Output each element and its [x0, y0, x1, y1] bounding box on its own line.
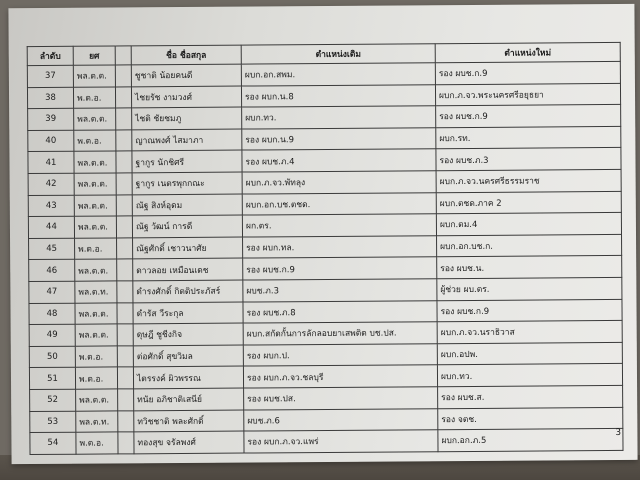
row-blank: [116, 194, 132, 216]
row-new-position: รอง ผบช.น.: [437, 256, 622, 279]
row-rank: พล.ต.ต.: [74, 151, 116, 173]
table-row: [30, 429, 623, 455]
row-new-position: ผบก.อปพ.: [437, 342, 622, 365]
row-rank: พ.ต.อ.: [73, 87, 115, 109]
row-old-position: ผบช.ภ.3: [243, 279, 437, 302]
row-rank: พ.ต.อ.: [75, 367, 117, 389]
row-old-position: รอง ผบช.ก.9: [243, 257, 437, 280]
row-name: ดาวลอย เหมือนเดช: [133, 258, 243, 280]
table-body: [27, 61, 623, 454]
row-number: 43: [28, 195, 74, 217]
row-blank: [117, 238, 133, 260]
row-rank: พล.ต.ท.: [75, 281, 117, 303]
row-old-position: รอง ผบช.ภ.4: [242, 149, 436, 172]
row-blank: [118, 432, 134, 454]
row-new-position: ผบก.ตม.4: [436, 213, 621, 236]
row-number: 39: [28, 108, 74, 130]
row-old-position: ผบก.ภ.จว.พัทลุง: [242, 171, 436, 194]
header-no: ลำดับ: [27, 46, 73, 65]
row-new-position: ผบก.ภ.จว.นราธิวาส: [437, 321, 622, 344]
row-blank: [115, 86, 131, 108]
row-new-position: ผบก.ภ.จว.นครศรีธรรมราช: [436, 169, 621, 192]
row-old-position: ผบก.อก.สพม.: [241, 63, 435, 86]
row-blank: [116, 216, 132, 238]
row-new-position: ผู้ช่วย ผบ.ตร.: [437, 277, 622, 300]
row-blank: [117, 259, 133, 281]
row-blank: [116, 108, 132, 130]
row-new-position: รอง ผบช.ส.: [438, 385, 623, 408]
row-number: 48: [29, 303, 75, 325]
row-name: ณัฐศักดิ์ เชาวนาศัย: [133, 237, 243, 259]
header-name: ชื่อ ชื่อสกุล: [131, 45, 241, 65]
personnel-table: [27, 42, 624, 455]
row-new-position: รอง ผบช.ก.9: [435, 61, 620, 84]
row-rank: พล.ต.ท.: [76, 410, 118, 432]
row-name: ไชยรัช งามวงศ์: [131, 86, 241, 108]
row-name: ฐากูร เนตรพุกกณะ: [132, 172, 242, 194]
row-old-position: ผก.ตร.: [242, 214, 436, 237]
row-number: 42: [28, 173, 74, 195]
row-old-position: ผบช.ภ.6: [244, 408, 438, 431]
row-name: ณัฐ สิงห์อุดม: [132, 194, 242, 216]
row-number: 52: [30, 389, 76, 411]
row-name: ทวิชชาติ พละศักดิ์: [134, 410, 244, 432]
row-old-position: รอง ผบก.น.9: [242, 127, 436, 150]
row-number: 54: [30, 432, 76, 454]
row-number: 44: [28, 216, 74, 238]
row-blank: [118, 389, 134, 411]
row-rank: พ.ต.อ.: [75, 346, 117, 368]
row-number: 45: [29, 238, 75, 260]
row-new-position: รอง ผบช.ก.9: [437, 299, 622, 322]
row-rank: พล.ต.ต.: [74, 173, 116, 195]
row-old-position: รอง ผบก.ป.: [243, 343, 437, 366]
row-rank: พล.ต.ต.: [75, 259, 117, 281]
row-number: 49: [29, 324, 75, 346]
row-new-position: ผบก.อก.ภ.5: [438, 429, 623, 452]
row-new-position: ผบก.รท.: [436, 126, 621, 149]
row-new-position: รอง ผบช.ภ.3: [436, 148, 621, 171]
row-number: 40: [28, 130, 74, 152]
row-blank: [116, 151, 132, 173]
row-old-position: รอง ผบช.ปส.: [244, 387, 438, 410]
row-number: 47: [29, 281, 75, 303]
row-blank: [118, 410, 134, 432]
row-rank: พล.ต.ต.: [75, 324, 117, 346]
document-page: [8, 4, 637, 464]
row-blank: [116, 130, 132, 152]
row-name: ฐากูร นักชิศรี: [132, 150, 242, 172]
row-old-position: รอง ผบก.น.8: [241, 84, 435, 107]
row-rank: พ.ต.อ.: [75, 238, 117, 260]
row-rank: พ.ต.อ.: [76, 432, 118, 454]
row-blank: [117, 324, 133, 346]
row-rank: พล.ต.ต.: [76, 389, 118, 411]
row-old-position: ผบก.อก.บช.ตชด.: [242, 192, 436, 215]
row-number: 50: [29, 346, 75, 368]
row-number: 46: [29, 260, 75, 282]
row-name: ทนัย อภิชาติเสนีย์: [134, 388, 244, 410]
row-new-position: รอง ผบช.ก.9: [436, 105, 621, 128]
row-new-position: ผบก.ภ.จว.พระนครศรีอยุธยา: [435, 83, 620, 106]
header-old-position: ตำแหน่งเดิม: [241, 44, 435, 64]
row-old-position: รอง ผบก.ทล.: [243, 235, 437, 258]
row-name: ไตรรงค์ ผิวพรรณ: [133, 366, 243, 388]
row-old-position: ผบก.ทว.: [242, 106, 436, 129]
row-name: ดำรัส วีระกุล: [133, 302, 243, 324]
row-rank: พล.ต.ต.: [74, 216, 116, 238]
row-number: 53: [30, 411, 76, 433]
row-blank: [115, 65, 131, 87]
row-name: ทองสุข จรัลพงศ์: [134, 431, 244, 453]
row-number: 41: [28, 152, 74, 174]
page-number: 3: [615, 427, 622, 438]
row-old-position: รอง ผบก.ภ.จว.ชลบุรี: [243, 365, 437, 388]
row-rank: พล.ต.ต.: [75, 302, 117, 324]
row-name: ดำรงศักดิ์ กิตติประภัสร์: [133, 280, 243, 302]
row-rank: พ.ต.อ.: [74, 130, 116, 152]
row-rank: พล.ต.ต.: [74, 195, 116, 217]
row-name: ไชติ ชัยชมภู: [132, 107, 242, 129]
row-name: ชูชาติ น้อยคนดี: [131, 64, 241, 86]
row-number: 38: [27, 87, 73, 109]
row-new-position: รอง จตช.: [438, 407, 623, 430]
row-number: 51: [29, 368, 75, 390]
row-old-position: รอง ผบช.ภ.8: [243, 300, 437, 323]
row-rank: พล.ต.ต.: [73, 65, 115, 87]
row-name: ดุษฎี ชูชีงกิจ: [133, 323, 243, 345]
row-rank: พล.ต.ต.: [74, 108, 116, 130]
header-rank: ยศ: [73, 46, 115, 65]
row-new-position: ผบก.อก.บช.ก.: [437, 234, 622, 257]
row-blank: [116, 173, 132, 195]
row-old-position: รอง ผบก.ภ.จว.แพร่: [244, 430, 438, 453]
row-name: ญาณพงศ์ ไสมาภา: [132, 129, 242, 151]
header-new-position: ตำแหน่งใหม่: [435, 42, 620, 62]
row-name: ต่อศักดิ์ สุขวิมล: [133, 345, 243, 367]
row-new-position: ผบก.ทว.: [437, 364, 622, 387]
row-blank: [117, 281, 133, 303]
row-old-position: ผบก.สกัดกั้นการลักลอบยาเสพติด บช.ปส.: [243, 322, 437, 345]
row-blank: [117, 367, 133, 389]
row-blank: [117, 346, 133, 368]
row-number: 37: [27, 65, 73, 87]
row-blank: [117, 302, 133, 324]
row-new-position: ผบก.ตชด.ภาค 2: [436, 191, 621, 214]
row-name: ณัฐ วัฒน์ การดี: [132, 215, 242, 237]
header-blank: [115, 46, 131, 65]
